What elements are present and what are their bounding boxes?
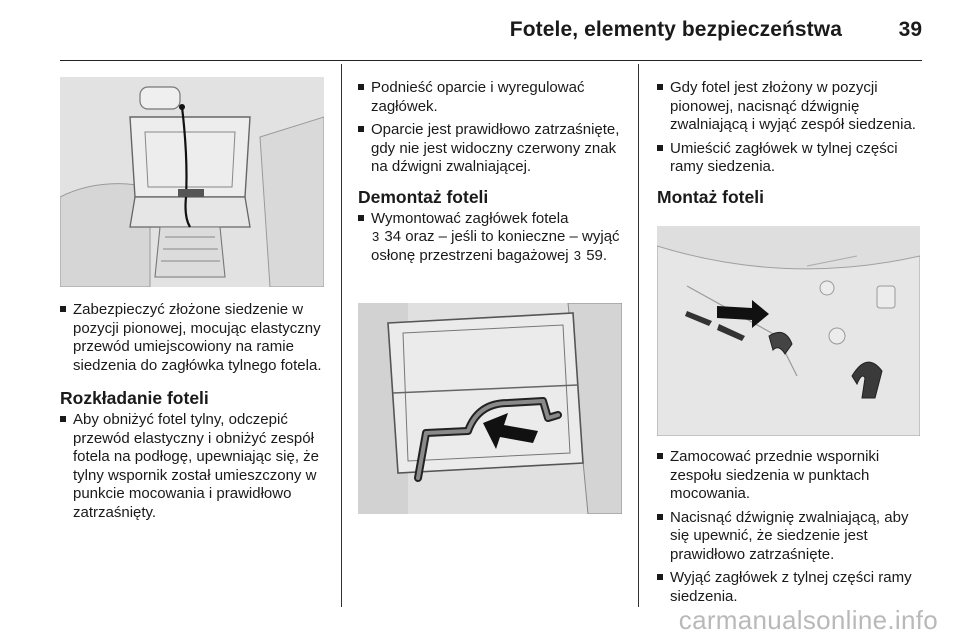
- list-item-text: Wymontować zagłówek fotela: [371, 209, 569, 227]
- list-item: Zabezpieczyć złożone siedzenie w pozycji pionowej, mocując elastyczny przewód umiejscowiony na ramie siedzenia do zagłówka tylnego fotela.: [60, 301, 328, 375]
- page-title: Fotele, elementy bezpieczeństwa: [509, 18, 842, 41]
- bullet-list: [358, 79, 626, 177]
- page-reference-icon: 3: [573, 247, 582, 263]
- list-item-text: oraz – jeśli to konieczne – wyjąć osłonę przestrzeni bagażowej: [371, 228, 620, 264]
- list-item: Oparcie jest prawidłowo zatrzaśnięte, gdy nie jest widoczny czerwony znak na dźwigni zwalniającej.: [358, 121, 626, 177]
- bullet-list: [657, 448, 925, 606]
- list-item: Podnieść oparcie i wyregulować zagłówek.: [358, 79, 626, 116]
- list-item: Aby obniżyć fotel tylny, odczepić przewód elastyczny i obniżyć zespół fotela na podłogę, upewniając się, że tylny wspornik został umieszczony w punkcie mocowania i prawidłowo zatrzaśnięty.: [60, 411, 328, 522]
- list-item-text: .: [602, 246, 608, 264]
- bullet-list: [657, 79, 925, 177]
- list-item: Zamocować przednie wsporniki zespołu siedzenia w punktach mocowania.: [657, 448, 925, 504]
- column-2: [358, 79, 626, 270]
- column-3-lower: [657, 448, 925, 611]
- bullet-list: [60, 411, 328, 522]
- header-divider: [60, 60, 922, 61]
- column-divider: [341, 64, 342, 607]
- column-3: [657, 79, 925, 210]
- mounting-bracket-illustration: [657, 226, 920, 436]
- section-heading: Rozkładanie foteli: [60, 388, 209, 408]
- column-1: [60, 301, 328, 527]
- watermark: carmanualsonline.info: [678, 605, 938, 635]
- list-item: Wyjąć zagłówek z tylnej części ramy siedzenia.: [657, 569, 925, 606]
- page-reference[interactable]: 34: [384, 228, 402, 245]
- folded-seat-illustration: [60, 77, 324, 287]
- column-divider: [638, 64, 639, 607]
- bullet-list: [60, 301, 328, 375]
- section-heading: Montaż foteli: [657, 186, 764, 207]
- page-reference[interactable]: 59: [586, 246, 603, 264]
- page-reference-icon: 3: [372, 229, 380, 244]
- list-item: [358, 210, 626, 266]
- section-heading: Demontaż foteli: [358, 186, 489, 207]
- list-item: Gdy fotel jest złożony w pozycji pionowej, nacisnąć dźwignię zwalniającą i wyjąć zespół siedzenia.: [657, 79, 925, 135]
- release-lever-illustration: [358, 303, 622, 514]
- list-item: Umieścić zagłówek w tylnej części ramy siedzenia.: [657, 140, 925, 177]
- bullet-list: [358, 210, 626, 266]
- list-item: Nacisnąć dźwignię zwalniającą, aby się upewnić, że siedzenie jest prawidłowo zatrzaśnięte.: [657, 509, 925, 565]
- page-number: 39: [898, 18, 922, 41]
